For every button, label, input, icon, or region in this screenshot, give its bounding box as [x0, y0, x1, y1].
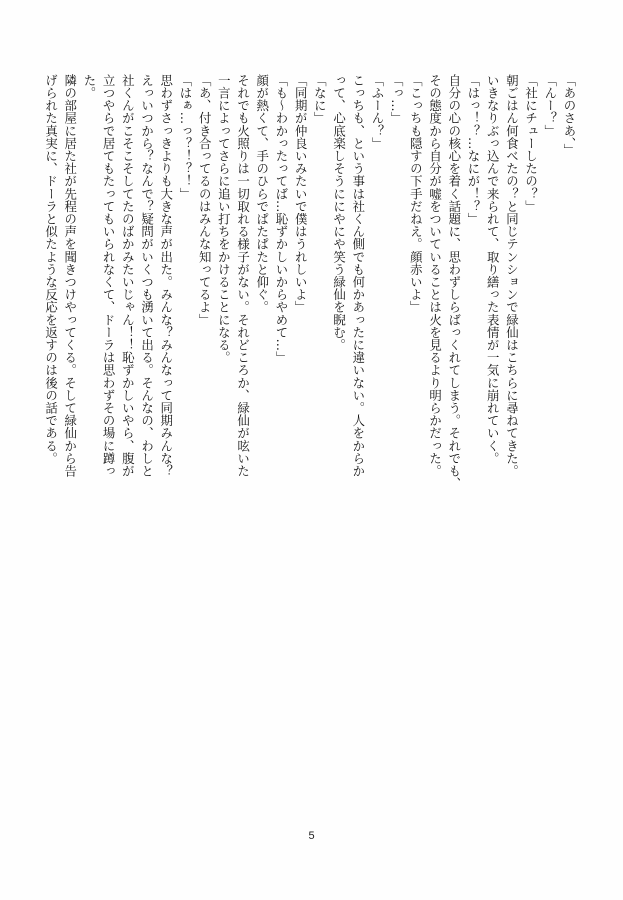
text-line: 顔が熱くて、手のひらでぱたぱたと仰ぐ。 — [254, 74, 270, 314]
text-line: た。 — [81, 74, 97, 100]
text-line: げられた真実に、ドーラと似たような反応を返すのは後の話である。 — [43, 74, 59, 465]
text-line: 隣の部屋に居た社が先程の声を聞きつけやってくる。そして緑仙から告 — [62, 74, 78, 478]
text-line: 「はっ！？…なにが！？」 — [465, 74, 481, 226]
text-line: 「社にチューしたの？」 — [523, 74, 539, 213]
text-line: 社くんがこそこそしてたのばかみたいじゃん！！恥ずかしいやら、腹が — [120, 74, 136, 478]
text-line: それでも火照りは一切取れる様子がない。それどころか、緑仙が呟いた — [235, 74, 251, 478]
text-line: 朝ごはん何食べたの？と同じテンションで緑仙はこちらに尋ねてきた。 — [504, 74, 520, 478]
text-line: 「っ…」 — [389, 74, 405, 125]
text-line: 自分の心の核心を着く話題に、思わずしらばっくれてしまう。それでも、 — [446, 74, 462, 490]
page-number: 5 — [308, 830, 315, 842]
text-line: 「こっちも隠すの下手だねえ。顔赤いよ」 — [408, 74, 424, 314]
text-line: こっちも、という事は社くん側でも何かあったに違いない。人をからか — [350, 74, 366, 478]
text-line: 「同期が仲良いみたいで僕はうれしいよ」 — [293, 74, 309, 314]
text-line: 「あ、付き合ってるのはみんな知ってるよ」 — [197, 74, 213, 326]
text-line: 立つやらで居てもたってもいられなくて、ドーラは思わずその場に蹲っ — [101, 74, 117, 478]
text-line: 「はぁ…っ？！？！」 — [177, 74, 193, 200]
text-line: いきなりぶっ込んで来られて、取り繕った表情が一気に崩れていく。 — [485, 74, 501, 465]
text-line: って、心底楽しそうににやにや笑う緑仙を睨む。 — [331, 74, 347, 352]
text-line: その態度から自分が嘘をついていることは火を見るより明らかだった。 — [427, 74, 443, 478]
text-line: 思わずさっきよりも大きな声が出た。みんな？みんなって同期みんな？ — [158, 74, 174, 478]
vertical-text-block — [41, 74, 579, 734]
text-line: えっいつから？なんで？疑問がいくつも湧いて出る。そんなの、わしと — [139, 74, 155, 478]
text-line: 「ふーん？」 — [369, 74, 385, 150]
text-line: 「なに」 — [312, 74, 328, 125]
text-line: 「あのさあ、」 — [562, 74, 577, 156]
text-line: 「も～わかったってば…恥ずかしいからやめて…」 — [273, 74, 289, 364]
text-line: 一言によってさらに追い打ちをかけることになる。 — [216, 74, 232, 364]
text-line: 「んー？」 — [542, 74, 558, 137]
